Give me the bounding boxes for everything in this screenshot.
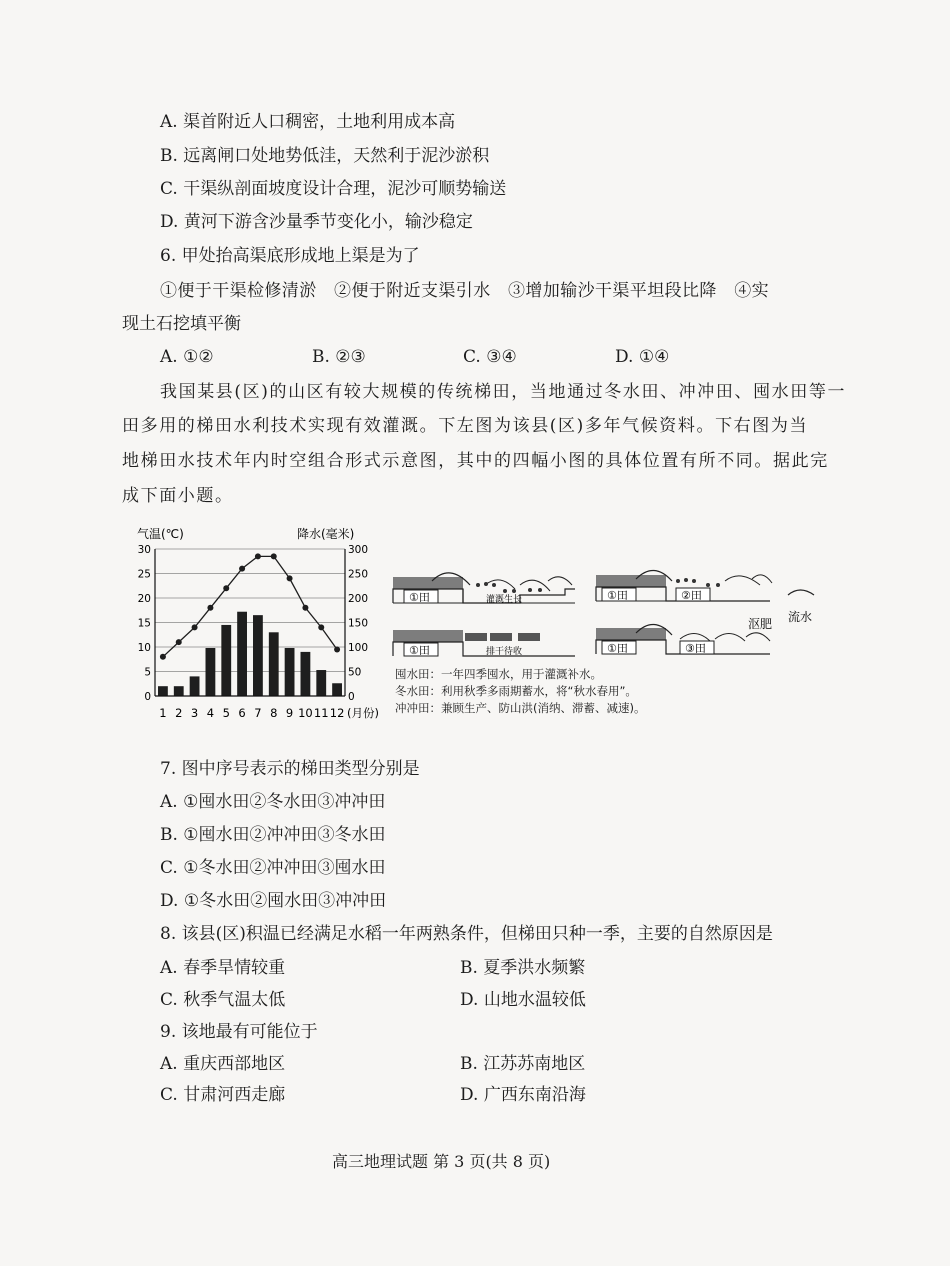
panel-top-left xyxy=(393,573,575,605)
right-tick-label: 200 xyxy=(348,593,369,605)
temp-point-6 xyxy=(239,566,245,572)
q5-option-a: A. 渠首附近人口稠密，土地利用成本高 xyxy=(160,112,456,132)
q8-option-b: B. 夏季洪水频繁 xyxy=(460,958,586,978)
precip-bar-5 xyxy=(221,625,231,696)
climate-chart xyxy=(125,522,385,727)
temp-point-3 xyxy=(192,624,198,630)
q7-option-c: C. ①冬水田②冲冲田③囤水田 xyxy=(160,858,386,878)
q8-option-a: A. 春季旱情较重 xyxy=(160,958,286,978)
right-tick-label: 0 xyxy=(348,691,355,703)
x-tick-label: 9 xyxy=(285,706,294,720)
temp-point-10 xyxy=(302,605,308,611)
legend-line2: 冬水田：利用秋季多雨期蓄水，将“秋水春用”。 xyxy=(395,684,637,698)
precip-bar-12 xyxy=(332,683,342,696)
left-tick-label: 30 xyxy=(137,544,151,556)
precip-bar-2 xyxy=(174,686,184,696)
left-tick-label: 25 xyxy=(137,568,151,581)
legend-line3: 冲冲田：兼顾生产、防山洪(消纳、滞蓄、减速)。 xyxy=(395,701,646,715)
temp-point-5 xyxy=(223,585,229,591)
q8-option-d: D. 山地水温较低 xyxy=(460,990,586,1010)
label-flow: 流水 xyxy=(788,610,813,624)
precip-bar-6 xyxy=(237,612,247,696)
q6-items-line1: ①便于干渠检修清淤 ②便于附近支渠引水 ③增加输沙干渠平坦段比降 ④实 xyxy=(160,281,769,301)
left-tick-label: 20 xyxy=(137,593,151,605)
q9-option-d: D. 广西东南沿海 xyxy=(460,1085,586,1105)
q6-option-a: A. ①② xyxy=(160,347,214,367)
x-tick-label: 2 xyxy=(175,706,183,720)
chart-ticks xyxy=(138,544,368,703)
x-tick-label: 1 xyxy=(159,706,167,720)
x-tick-label: 11 xyxy=(313,706,329,720)
precip-bar-3 xyxy=(190,676,200,696)
q9-option-c: C. 甘肃河西走廊 xyxy=(160,1085,286,1105)
label-fertilizer: 沤肥 xyxy=(748,617,773,631)
right-tick-label: 250 xyxy=(348,568,369,581)
temp-point-12 xyxy=(334,646,340,652)
chart-xlabel: (月份) xyxy=(347,706,379,720)
precip-bar-9 xyxy=(285,648,295,696)
x-tick-label: 8 xyxy=(270,706,278,720)
page-footer: 高三地理试题 第 3 页(共 8 页) xyxy=(332,1152,551,1171)
legend-line1: 囤水田：一年四季囤水，用于灌溉补水。 xyxy=(395,667,602,681)
right-tick-label: 300 xyxy=(348,544,369,556)
q7-stem: 7. 图中序号表示的梯田类型分别是 xyxy=(160,759,420,779)
label-drain: 排干待收 xyxy=(486,647,523,657)
temp-point-8 xyxy=(271,553,277,559)
right-tick-label: 150 xyxy=(348,617,369,630)
precip-bar-7 xyxy=(253,615,263,696)
intro-line3: 地梯田水技术年内时空组合形式示意图，其中的四幅小图的具体位置有所不同。据此完 xyxy=(122,451,829,471)
left-tick-label: 5 xyxy=(144,666,151,679)
q7-option-a: A. ①囤水田②冬水田③冲冲田 xyxy=(160,792,386,812)
q6-items-line2: 现土石挖填平衡 xyxy=(122,314,241,334)
left-tick-label: 0 xyxy=(144,691,151,703)
x-tick-label: 6 xyxy=(238,706,246,720)
q9-stem: 9. 该地最有可能位于 xyxy=(160,1022,318,1042)
left-tick-label: 10 xyxy=(137,642,151,654)
x-tick-label: 7 xyxy=(254,706,262,720)
temp-point-2 xyxy=(176,639,182,645)
q9-option-a: A. 重庆西部地区 xyxy=(160,1054,286,1074)
q5-option-b: B. 远离闸口处地势低洼，天然利于泥沙淤积 xyxy=(160,146,490,166)
q6-option-b: B. ②③ xyxy=(312,347,366,367)
intro-line4: 成下面小题。 xyxy=(122,486,234,506)
label-irrigate: 灌溉生长 xyxy=(486,595,523,605)
chart-ylabel-right: 降水(毫米) xyxy=(297,527,355,541)
chart-ylabel-left: 气温(℃) xyxy=(137,527,184,541)
precip-bar-8 xyxy=(269,632,279,696)
x-tick-label: 4 xyxy=(206,706,215,720)
precip-bar-4 xyxy=(206,648,216,696)
q7-option-d: D. ①冬水田②囤水田③冲冲田 xyxy=(160,891,387,911)
field1-label-tr: ①田 xyxy=(607,589,628,602)
q5-option-c: C. 干渠纵剖面坡度设计合理，泥沙可顺势输送 xyxy=(160,179,507,199)
terrace-diagram xyxy=(390,555,830,670)
temp-point-4 xyxy=(207,605,213,611)
temp-line xyxy=(163,556,337,656)
field2-label: ②田 xyxy=(681,589,702,602)
q8-option-c: C. 秋季气温太低 xyxy=(160,990,286,1010)
q5-option-d: D. 黄河下游含沙量季节变化小，输沙稳定 xyxy=(160,212,473,232)
temp-point-9 xyxy=(287,575,293,581)
chart-xlabels xyxy=(159,706,344,720)
precip-bar-11 xyxy=(316,670,326,696)
q8-stem: 8. 该县(区)积温已经满足水稻一年两熟条件，但梯田只种一季，主要的自然原因是 xyxy=(160,924,773,944)
panel-bottom-left xyxy=(393,630,575,657)
x-tick-label: 3 xyxy=(190,706,199,720)
temp-point-11 xyxy=(318,624,324,630)
right-tick-label: 50 xyxy=(348,666,362,679)
panel-bottom-right xyxy=(596,617,772,655)
x-tick-label: 5 xyxy=(222,706,230,720)
q6-option-c: C. ③④ xyxy=(463,347,517,367)
chart-line xyxy=(160,553,340,659)
q6-option-d: D. ①④ xyxy=(615,347,670,367)
chart-grid xyxy=(155,549,345,672)
intro-line2: 田多用的梯田水利技术实现有效灌溉。下左图为该县(区)多年气候资料。下右图为当 xyxy=(122,416,809,436)
q6-stem: 6. 甲处抬高渠底形成地上渠是为了 xyxy=(160,246,420,266)
flow-arrow xyxy=(788,590,814,595)
field1-label-tl: ①田 xyxy=(409,591,430,604)
precip-bar-1 xyxy=(158,686,168,696)
panel-top-right xyxy=(596,570,772,602)
right-tick-label: 100 xyxy=(348,642,369,654)
x-tick-label: 12 xyxy=(329,706,345,720)
q9-option-b: B. 江苏苏南地区 xyxy=(460,1054,586,1074)
x-tick-label: 10 xyxy=(298,706,313,720)
precip-bar-10 xyxy=(301,652,311,696)
chart-bars xyxy=(158,612,342,696)
field1-label-br: ①田 xyxy=(607,642,628,655)
q7-option-b: B. ①囤水田②冲冲田③冬水田 xyxy=(160,825,386,845)
field1-label-bl: ①田 xyxy=(409,644,430,657)
intro-line1: 我国某县(区)的山区有较大规模的传统梯田，当地通过冬水田、冲冲田、囤水田等一 xyxy=(160,382,847,402)
temp-point-1 xyxy=(160,654,166,660)
field3-label: ③田 xyxy=(685,642,706,655)
temp-point-7 xyxy=(255,553,261,559)
left-tick-label: 15 xyxy=(137,617,151,630)
